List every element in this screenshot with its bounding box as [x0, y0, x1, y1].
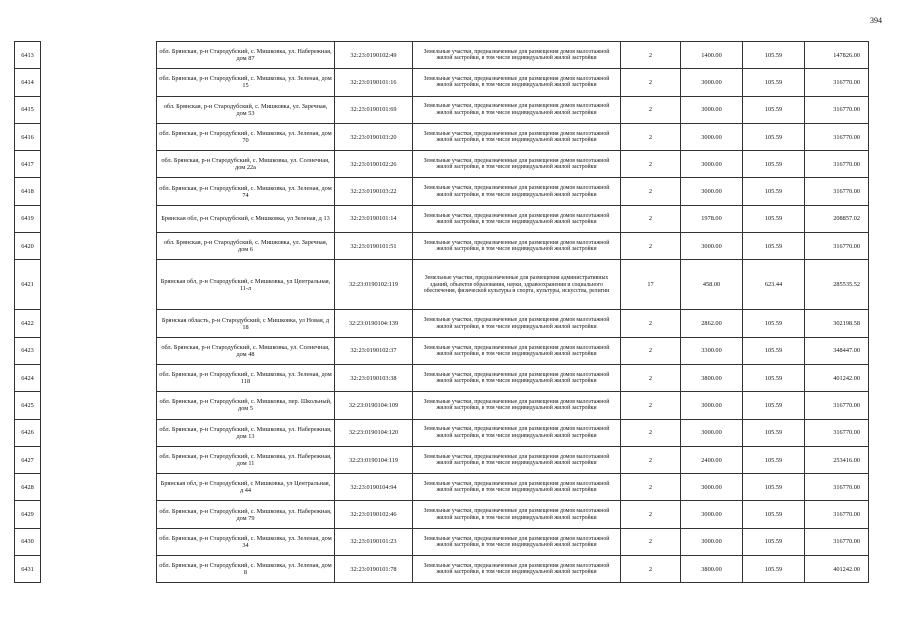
group-cell: 17 — [621, 260, 681, 310]
rate-cell: 105.59 — [743, 178, 805, 205]
row-number-cell: 6425 — [15, 392, 41, 419]
rate-cell: 623.44 — [743, 260, 805, 310]
area-cell: 2400.00 — [681, 446, 743, 473]
address-cell: обл. Брянская, р-н Стародубский, с. Мишковка, пер. Школьный, дом 5 — [157, 392, 335, 419]
row-number-cell: 6416 — [15, 123, 41, 150]
cadastral-value-cell: 316770.00 — [805, 178, 869, 205]
rate-cell: 105.59 — [743, 556, 805, 583]
row-number-cell: 6421 — [15, 260, 41, 310]
table-row — [15, 69, 869, 96]
address-cell: Брянская область, р-н Стародубский, с Мишковка, ул Новая, д 18 — [157, 310, 335, 337]
address-cell: Брянская обл, р-н Стародубский, с Мишковка, ул Зеленая, д 13 — [157, 205, 335, 232]
table-row — [15, 123, 869, 150]
area-cell: 3800.00 — [681, 364, 743, 391]
land-use-cell: Земельные участки, предназначенные для размещения домов малоэтажной жилой застройки, в том числе индивидуальной жилой застройки — [413, 528, 621, 555]
gap-cell — [41, 96, 157, 123]
area-cell: 3000.00 — [681, 69, 743, 96]
address-cell: обл. Брянская, р-н Стародубский, с. Мишковка, ул. Зеленая, дом 34 — [157, 528, 335, 555]
cadastral-number-cell: 32:23:0190101:23 — [335, 528, 413, 555]
cadastral-value-cell: 401242.00 — [805, 556, 869, 583]
land-use-cell: Земельные участки, предназначенные для размещения домов малоэтажной жилой застройки, в том числе индивидуальной жилой застройки — [413, 178, 621, 205]
area-cell: 3300.00 — [681, 337, 743, 364]
land-use-cell: Земельные участки, предназначенные для размещения домов малоэтажной жилой застройки, в том числе индивидуальной жилой застройки — [413, 151, 621, 178]
address-cell: обл. Брянская, р-н Стародубский, с. Мишковка, ул. Зеленая, дом 8 — [157, 556, 335, 583]
rate-cell: 105.59 — [743, 123, 805, 150]
table-row — [15, 178, 869, 205]
cadastral-number-cell: 32:23:0190103:22 — [335, 178, 413, 205]
area-cell: 3000.00 — [681, 419, 743, 446]
table-row — [15, 96, 869, 123]
row-number-cell: 6418 — [15, 178, 41, 205]
cadastral-value-cell: 316770.00 — [805, 123, 869, 150]
land-use-cell: Земельные участки, предназначенные для размещения домов малоэтажной жилой застройки, в том числе индивидуальной жилой застройки — [413, 96, 621, 123]
row-number-cell: 6420 — [15, 233, 41, 260]
group-cell: 2 — [621, 501, 681, 528]
rate-cell: 105.59 — [743, 69, 805, 96]
cadastral-value-cell: 208857.02 — [805, 205, 869, 232]
cadastral-number-cell: 32:23:0190101:69 — [335, 96, 413, 123]
gap-cell — [41, 528, 157, 555]
area-cell: 3800.00 — [681, 556, 743, 583]
rate-cell: 105.59 — [743, 501, 805, 528]
cadastral-number-cell: 32:23:0190102:119 — [335, 260, 413, 310]
area-cell: 3000.00 — [681, 178, 743, 205]
rate-cell: 105.59 — [743, 528, 805, 555]
cadastral-value-cell: 316770.00 — [805, 233, 869, 260]
gap-cell — [41, 205, 157, 232]
row-number-cell: 6415 — [15, 96, 41, 123]
table-row — [15, 474, 869, 501]
table-row — [15, 337, 869, 364]
group-cell: 2 — [621, 419, 681, 446]
rate-cell: 105.59 — [743, 392, 805, 419]
area-cell: 3000.00 — [681, 233, 743, 260]
area-cell: 1978.00 — [681, 205, 743, 232]
group-cell: 2 — [621, 233, 681, 260]
cadastral-number-cell: 32:23:0190104:120 — [335, 419, 413, 446]
table-row — [15, 205, 869, 232]
gap-cell — [41, 42, 157, 69]
gap-cell — [41, 474, 157, 501]
cadastral-value-cell: 316770.00 — [805, 528, 869, 555]
table-row — [15, 151, 869, 178]
group-cell: 2 — [621, 446, 681, 473]
gap-cell — [41, 69, 157, 96]
rate-cell: 105.59 — [743, 474, 805, 501]
group-cell: 2 — [621, 337, 681, 364]
cadastral-value-cell: 348447.00 — [805, 337, 869, 364]
rate-cell: 105.59 — [743, 310, 805, 337]
group-cell: 2 — [621, 151, 681, 178]
rate-cell: 105.59 — [743, 151, 805, 178]
cadastral-value-cell: 316770.00 — [805, 419, 869, 446]
rate-cell: 105.59 — [743, 233, 805, 260]
area-cell: 3000.00 — [681, 501, 743, 528]
cadastral-value-cell: 302198.58 — [805, 310, 869, 337]
address-cell: обл. Брянская, р-н Стародубский, с. Мишковка, ул. Заречная, дом 53 — [157, 96, 335, 123]
area-cell: 3000.00 — [681, 474, 743, 501]
table-body — [15, 42, 869, 583]
cadastral-value-cell: 253416.00 — [805, 446, 869, 473]
cadastral-value-cell: 285535.52 — [805, 260, 869, 310]
row-number-cell: 6423 — [15, 337, 41, 364]
row-number-cell: 6417 — [15, 151, 41, 178]
gap-cell — [41, 151, 157, 178]
group-cell: 2 — [621, 42, 681, 69]
group-cell: 2 — [621, 556, 681, 583]
rate-cell: 105.59 — [743, 42, 805, 69]
area-cell: 3000.00 — [681, 392, 743, 419]
gap-cell — [41, 364, 157, 391]
group-cell: 2 — [621, 392, 681, 419]
cadastral-number-cell: 32:23:0190104:109 — [335, 392, 413, 419]
table-row — [15, 446, 869, 473]
cadastral-number-cell: 32:23:0190104:139 — [335, 310, 413, 337]
row-number-cell: 6426 — [15, 419, 41, 446]
group-cell: 2 — [621, 69, 681, 96]
land-use-cell: Земельные участки, предназначенные для размещения домов малоэтажной жилой застройки, в том числе индивидуальной жилой застройки — [413, 446, 621, 473]
cadastral-value-cell: 316770.00 — [805, 392, 869, 419]
gap-cell — [41, 446, 157, 473]
land-use-cell: Земельные участки, предназначенные для размещения домов малоэтажной жилой застройки, в том числе индивидуальной жилой застройки — [413, 392, 621, 419]
gap-cell — [41, 178, 157, 205]
address-cell: обл. Брянская, р-н Стародубский, с. Мишковка, ул. Зеленая, дом 70 — [157, 123, 335, 150]
cadastral-number-cell: 32:23:0190104:94 — [335, 474, 413, 501]
address-cell: обл. Брянская, р-н Стародубский, с. Мишковка, ул. Набережная, дом 87 — [157, 42, 335, 69]
rate-cell: 105.59 — [743, 364, 805, 391]
gap-cell — [41, 233, 157, 260]
land-use-cell: Земельные участки, предназначенные для размещения домов малоэтажной жилой застройки, в том числе индивидуальной жилой застройки — [413, 474, 621, 501]
table-row — [15, 364, 869, 391]
area-cell: 3000.00 — [681, 123, 743, 150]
rate-cell: 105.59 — [743, 96, 805, 123]
table-row — [15, 556, 869, 583]
group-cell: 2 — [621, 205, 681, 232]
cadastral-number-cell: 32:23:0190102:46 — [335, 501, 413, 528]
cadastral-number-cell: 32:23:0190103:38 — [335, 364, 413, 391]
cadastral-value-cell: 316770.00 — [805, 96, 869, 123]
gap-cell — [41, 337, 157, 364]
row-number-cell: 6430 — [15, 528, 41, 555]
area-cell: 458.00 — [681, 260, 743, 310]
cadastral-number-cell: 32:23:0190102:37 — [335, 337, 413, 364]
group-cell: 2 — [621, 528, 681, 555]
gap-cell — [41, 392, 157, 419]
gap-cell — [41, 260, 157, 310]
land-use-cell: Земельные участки, предназначенные для размещения домов малоэтажной жилой застройки, в том числе индивидуальной жилой застройки — [413, 123, 621, 150]
land-use-cell: Земельные участки, предназначенные для размещения домов малоэтажной жилой застройки, в том числе индивидуальной жилой застройки — [413, 69, 621, 96]
cadastral-number-cell: 32:23:0190102:49 — [335, 42, 413, 69]
page-number: 394 — [870, 16, 882, 25]
land-use-cell: Земельные участки, предназначенные для размещения домов малоэтажной жилой застройки, в том числе индивидуальной жилой застройки — [413, 337, 621, 364]
address-cell: обл. Брянская, р-н Стародубский, с. Мишковка, ул. Заречная, дом 6 — [157, 233, 335, 260]
land-use-cell: Земельные участки, предназначенные для размещения домов малоэтажной жилой застройки, в том числе индивидуальной жилой застройки — [413, 205, 621, 232]
cadastral-number-cell: 32:23:0190101:16 — [335, 69, 413, 96]
address-cell: обл. Брянская, р-н Стародубский, с. Мишковка, ул. Набережная, дом 11 — [157, 446, 335, 473]
address-cell: обл. Брянская, р-н Стародубский, с. Мишковка, ул. Солнечная, дом 22а — [157, 151, 335, 178]
area-cell: 3000.00 — [681, 151, 743, 178]
group-cell: 2 — [621, 364, 681, 391]
cadastral-number-cell: 32:23:0190104:119 — [335, 446, 413, 473]
cadastral-value-cell: 316770.00 — [805, 501, 869, 528]
cadastral-number-cell: 32:23:0190102:26 — [335, 151, 413, 178]
group-cell: 2 — [621, 474, 681, 501]
table-row — [15, 419, 869, 446]
land-plots-table — [14, 41, 869, 583]
address-cell: обл. Брянская, р-н Стародубский, с. Мишковка, ул. Зеленая, дом 15 — [157, 69, 335, 96]
rate-cell: 105.59 — [743, 446, 805, 473]
group-cell: 2 — [621, 178, 681, 205]
cadastral-number-cell: 32:23:0190101:78 — [335, 556, 413, 583]
gap-cell — [41, 501, 157, 528]
cadastral-value-cell: 316770.00 — [805, 69, 869, 96]
rate-cell: 105.59 — [743, 419, 805, 446]
land-use-cell: Земельные участки, предназначенные для размещения домов малоэтажной жилой застройки, в том числе индивидуальной жилой застройки — [413, 364, 621, 391]
area-cell: 2862.00 — [681, 310, 743, 337]
land-use-cell: Земельные участки, предназначенные для размещения домов малоэтажной жилой застройки, в том числе индивидуальной жилой застройки — [413, 556, 621, 583]
cadastral-value-cell: 316770.00 — [805, 151, 869, 178]
land-use-cell: Земельные участки, предназначенные для размещения домов малоэтажной жилой застройки, в том числе индивидуальной жилой застройки — [413, 42, 621, 69]
address-cell: обл. Брянская, р-н Стародубский, с. Мишковка, ул. Набережная, дом 79 — [157, 501, 335, 528]
row-number-cell: 6428 — [15, 474, 41, 501]
address-cell: обл. Брянская, р-н Стародубский, с. Мишковка, ул. Набережная, дом 13 — [157, 419, 335, 446]
row-number-cell: 6429 — [15, 501, 41, 528]
rate-cell: 105.59 — [743, 337, 805, 364]
row-number-cell: 6413 — [15, 42, 41, 69]
row-number-cell: 6424 — [15, 364, 41, 391]
gap-cell — [41, 123, 157, 150]
row-number-cell: 6414 — [15, 69, 41, 96]
address-cell: Брянская обл, р-н Стародубский, с Мишковка, ул Центральная, д 44 — [157, 474, 335, 501]
group-cell: 2 — [621, 310, 681, 337]
area-cell: 1400.00 — [681, 42, 743, 69]
address-cell: обл. Брянская, р-н Стародубский, с. Мишковка, ул. Зеленая, дом 74 — [157, 178, 335, 205]
address-cell: Брянская обл, р-н Стародубский, с Мишковка, ул Центральная, 11-л — [157, 260, 335, 310]
table-row — [15, 392, 869, 419]
table-row — [15, 501, 869, 528]
cadastral-value-cell: 401242.00 — [805, 364, 869, 391]
land-use-cell: Земельные участки, предназначенные для размещения домов малоэтажной жилой застройки, в том числе индивидуальной жилой застройки — [413, 419, 621, 446]
rate-cell: 105.59 — [743, 205, 805, 232]
gap-cell — [41, 556, 157, 583]
group-cell: 2 — [621, 96, 681, 123]
cadastral-value-cell: 316770.00 — [805, 474, 869, 501]
address-cell: обл. Брянская, р-н Стародубский, с. Мишковка, ул. Зеленая, дом 118 — [157, 364, 335, 391]
land-use-cell: Земельные участки, предназначенные для размещения домов малоэтажной жилой застройки, в том числе индивидуальной жилой застройки — [413, 233, 621, 260]
area-cell: 3000.00 — [681, 96, 743, 123]
cadastral-value-cell: 147826.00 — [805, 42, 869, 69]
row-number-cell: 6419 — [15, 205, 41, 232]
table-row — [15, 233, 869, 260]
gap-cell — [41, 310, 157, 337]
gap-cell — [41, 419, 157, 446]
row-number-cell: 6422 — [15, 310, 41, 337]
table-row — [15, 528, 869, 555]
table-row — [15, 310, 869, 337]
cadastral-number-cell: 32:23:0190101:14 — [335, 205, 413, 232]
row-number-cell: 6427 — [15, 446, 41, 473]
group-cell: 2 — [621, 123, 681, 150]
land-use-cell: Земельные участки, предназначенные для размещения административных зданий, объектов образования, науки, здравоохранения и социального обеспечения, физической культуры и спорта, культуры, искусства, религии — [413, 260, 621, 310]
land-use-cell: Земельные участки, предназначенные для размещения домов малоэтажной жилой застройки, в том числе индивидуальной жилой застройки — [413, 310, 621, 337]
cadastral-number-cell: 32:23:0190101:51 — [335, 233, 413, 260]
address-cell: обл. Брянская, р-н Стародубский, с. Мишковка, ул. Солнечная, дом 48 — [157, 337, 335, 364]
table-row — [15, 260, 869, 310]
table-row — [15, 42, 869, 69]
area-cell: 3000.00 — [681, 528, 743, 555]
row-number-cell: 6431 — [15, 556, 41, 583]
cadastral-number-cell: 32:23:0190103:20 — [335, 123, 413, 150]
land-use-cell: Земельные участки, предназначенные для размещения домов малоэтажной жилой застройки, в том числе индивидуальной жилой застройки — [413, 501, 621, 528]
